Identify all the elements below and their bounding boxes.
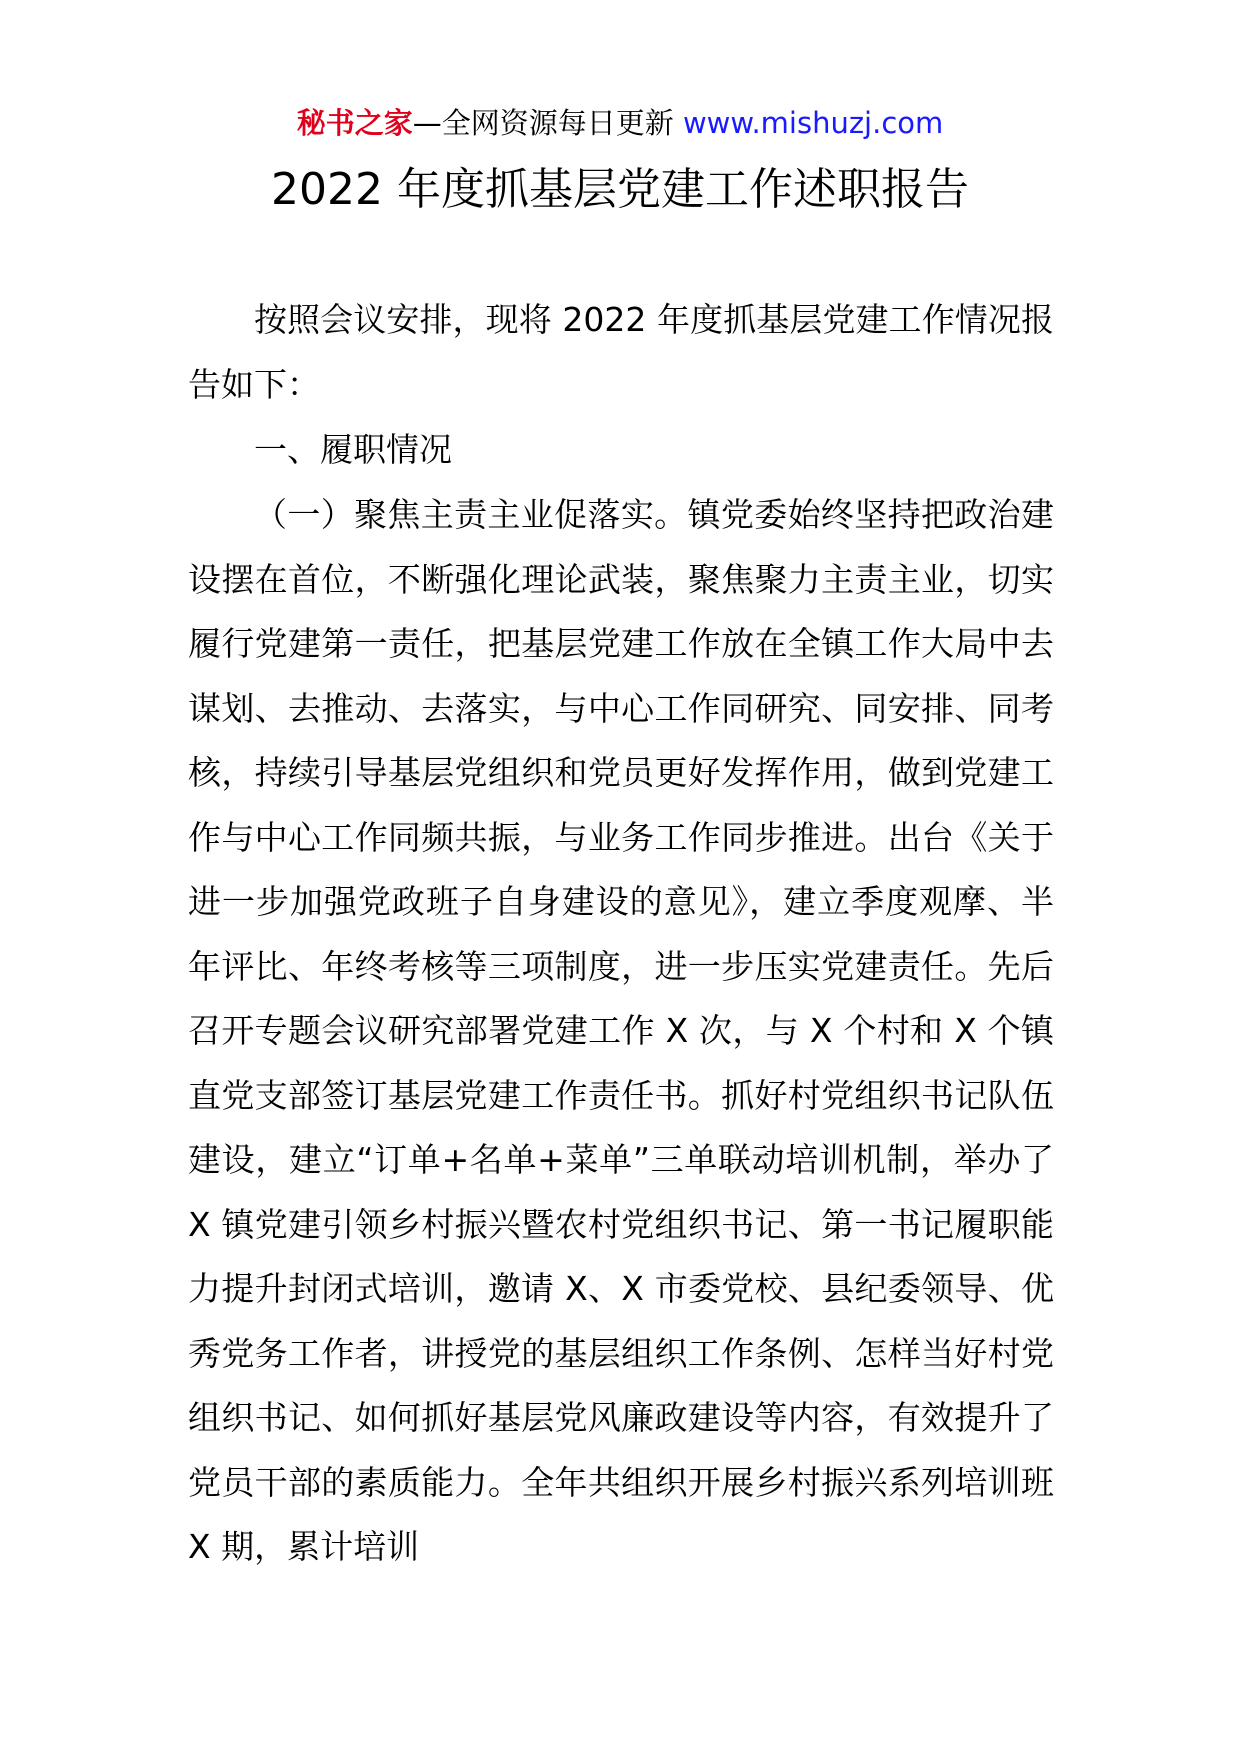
document-title: 2022 年度抓基层党建工作述职报告	[271, 164, 969, 215]
banner-tagline: —全网资源每日更新	[412, 106, 683, 140]
body-paragraph-text: （一）聚焦主责主业促落实。镇党委始终坚持把政治建设摆在首位，不断强化理论武装，聚焦聚力主责主业，切实履行党建第一责任，把基层党建工作放在全镇工作大局中去谋划、去推动、去落实，与中心工作同研究、同安排、同考核，持续引导基层党组织和党员更好发挥作用，做到党建工作与中心工作同频共振，与业务工作同步推进。出台《关于进一步加强党政班子自身建设的意见》，建立季度观摩、半年评比、年终考核等三项制度，进一步压实党建责任。先后召开专题会议研究部署党建工作 X 次，与 X 个村和 X 个镇直党支部签订基层党建工作责任书。抓好村党组织书记队伍建设，建立“订单+名单+菜单”三单联动培训机制，举办了 X 镇党建引领乡村振兴暨农村党组织书记、第一书记履职能力提升封闭式培训，邀请 X、X 市委党校、县纪委领导、优秀党务工作者，讲授党的基层组织工作条例、怎样当好村党组织书记、如何抓好基层党风廉政建设等内容，有效提升了党员干部的素质能力。全年共组织开展乡村振兴系列培训班 X 期，累计培训	[188, 495, 1054, 1566]
section-heading-text: 一、履职情况	[254, 430, 452, 469]
intro-text: 按照会议安排，现将 2022 年度抓基层党建工作情况报告如下：	[188, 300, 1054, 404]
site-url-link[interactable]: www.mishuzj.com	[682, 106, 944, 140]
body-paragraph	[188, 483, 1054, 1580]
brand-name: 秘书之家	[296, 106, 413, 140]
site-banner	[0, 103, 1240, 143]
section-heading	[188, 418, 1054, 483]
intro-paragraph	[188, 288, 1054, 417]
